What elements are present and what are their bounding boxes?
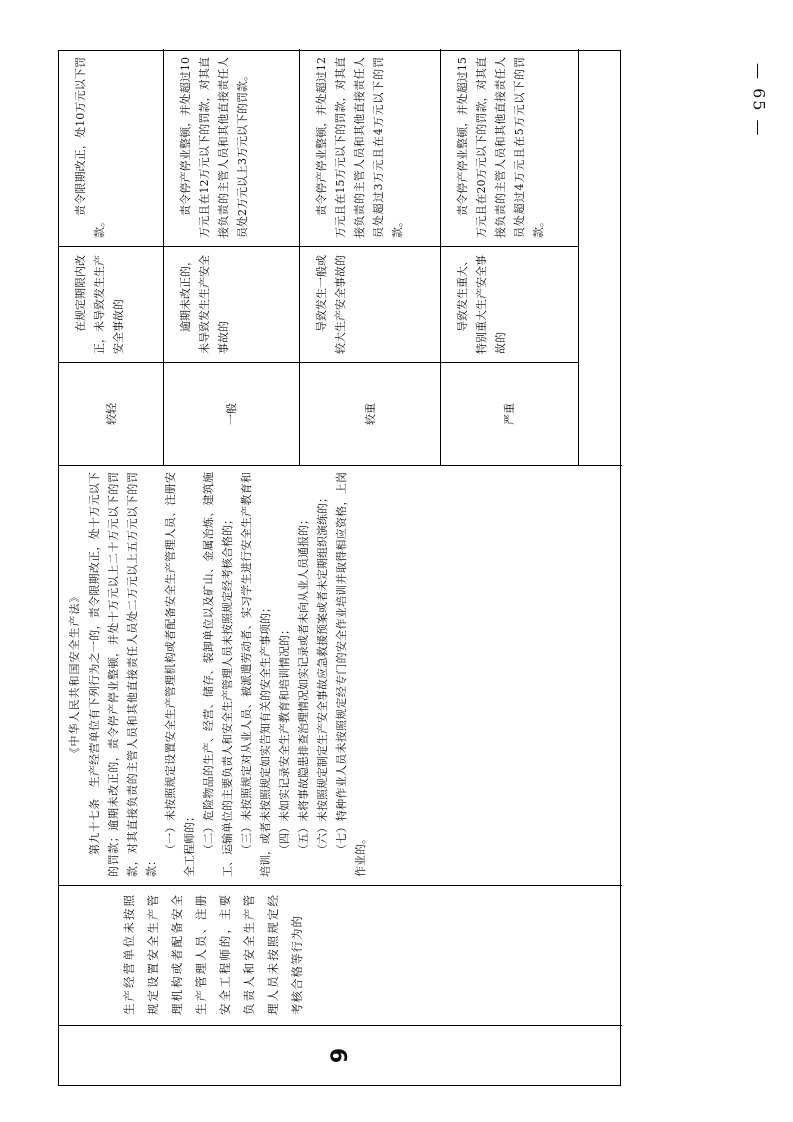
page-number: — 65 —: [749, 62, 769, 138]
level-penalty: [300, 49, 441, 246]
item-number: 9: [59, 1025, 622, 1085]
level-penalty-text: 责令停产停业整顿，并处超过10万元且在12万元以下的罚款，对其直接负责的主管人员和其他直接责任人员处2万元以上3万元以下的罚款。: [179, 57, 249, 238]
violation-behavior: 生产经营单位未按照规定设置安全生产管理机构或者配备安全生产管理人员、注册安全工程师的，主要负责人和安全生产管理人员未按照规定经考核合格等行为的: [59, 885, 622, 1025]
level-penalty-text: 责令停产停业整顿，并处超过15万元且在20万元以下的罚款，对其直接负责的主管人员和其他直接责任人员处超过4万元且在5万元以下的罚款。: [456, 57, 545, 238]
level-condition: [300, 246, 441, 362]
level-condition: [59, 246, 164, 362]
level-label: 严重: [441, 362, 579, 465]
empty-cell: [579, 49, 622, 465]
penalty-standard-table-frame: [58, 50, 621, 1086]
level-condition: [441, 246, 579, 362]
level-penalty: [441, 49, 579, 246]
law-clause: （三）未按照规定对从业人员、被派遣劳动者、实习学生进行安全生产教育和培训，或者未按照规定如实告知有关的安全生产事项的；: [240, 472, 272, 877]
level-condition-text: 逾期未改正的，未导致发生生产安全事故的: [179, 255, 230, 354]
legal-basis: [59, 465, 622, 885]
law-title: 《中华人民共和国安全生产法》: [68, 590, 81, 759]
level-condition-text: 在规定期限内改正，未导致发生生产安全事故的: [74, 255, 125, 354]
level-condition-text: 导致发生一般或较大生产安全事故的: [315, 255, 347, 354]
level-penalty: [59, 49, 164, 246]
level-label: 一般: [164, 362, 300, 465]
level-condition-text: 导致发生重大、特别重大生产安全事故的: [456, 255, 507, 354]
penalty-standard-table: [58, 50, 621, 1086]
level-penalty: [164, 49, 300, 246]
level-label: 较重: [300, 362, 441, 465]
law-clause: （四）未如实记录安全生产教育和培训情况的；: [278, 624, 291, 855]
level-label: 较轻: [59, 362, 164, 465]
law-clause: （七）特种作业人员未按照规定经专门的安全作业培训并取得相应资格，上岗作业的。: [335, 472, 367, 877]
level-condition: [164, 246, 300, 362]
level-penalty-text: 责令限期改正，处10万元以下罚款。: [74, 57, 106, 238]
law-article: 第九十七条 生产经营单位有下列行为之一的，责令限期改正，处十万元以下的罚款；逾期未改正的，责令停产停业整顿，并处十万元以上二十万元以下的罚款，对其直接负责的主管人员和其他直接责任人员处二万元以上五万元以下的罚款：: [88, 472, 158, 877]
law-clause: （六）未按照规定制定生产安全事故应急救援预案或者未定期组织演练的；: [316, 492, 329, 855]
law-clause: （五）未将事故隐患排查治理情况如实记录或者未向从业人员通报的；: [297, 514, 310, 855]
level-penalty-text: 责令停产停业整顿，并处超过12万元且在15万元以下的罚款，对其直接负责的主管人员和其他直接责任人员处超过3万元且在4万元以下的罚款。: [315, 57, 404, 238]
law-clause: （一）未按照规定设置安全生产管理机构或者配备安全生产管理人员、注册安全工程师的；: [164, 472, 196, 877]
law-clause: （二）危险物品的生产、经营、储存、装卸单位以及矿山、金属冶炼、建筑施工、运输单位的主要负责人和安全生产管理人员未按照规定经考核合格的；: [202, 472, 234, 877]
